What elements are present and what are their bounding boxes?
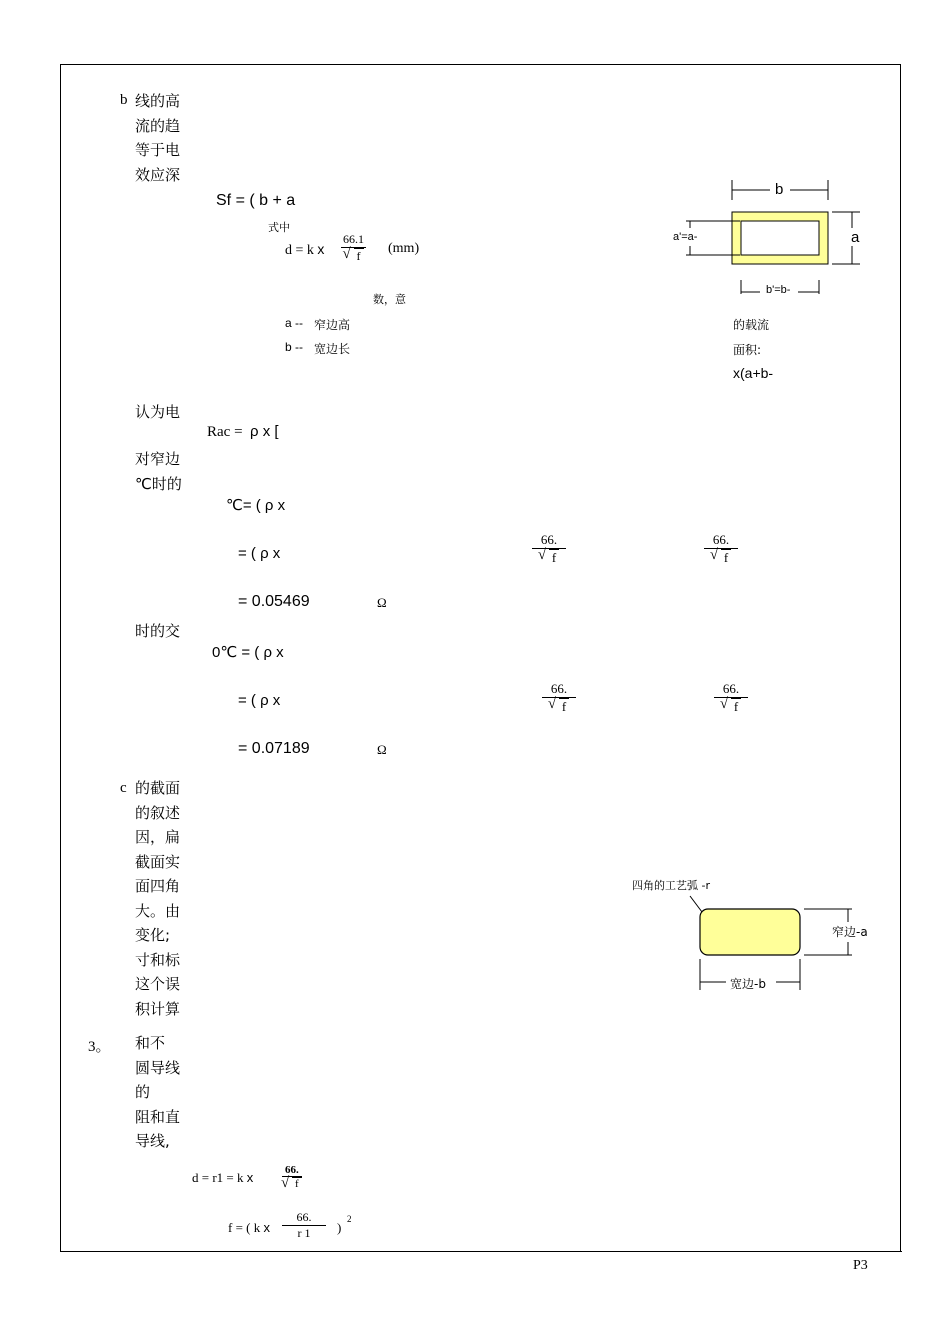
text-line: ℃时的: [135, 474, 182, 493]
rac-frac-2: 66. √ f: [704, 532, 738, 566]
sf-formula: Sf = ( b + a: [216, 192, 296, 209]
d-formula-fraction: 66.1 √ f: [341, 232, 366, 264]
f-formula: f = ( k x: [228, 1220, 270, 1235]
section-c-marker: c: [120, 780, 127, 796]
bottom-rule: [60, 1251, 902, 1252]
text-line: 导线,: [135, 1132, 170, 1150]
rac-formula: Rac = ρ x [: [207, 423, 279, 440]
rac-frac-3: 66. √ f: [542, 681, 576, 715]
corner-radius-label: 四角的工艺弧 -r: [632, 879, 710, 892]
text-line: 圆导线: [135, 1058, 181, 1077]
text-line: 寸和标: [135, 950, 181, 969]
note-text: 数，意: [373, 293, 406, 306]
text-line: 阻和直: [135, 1107, 181, 1126]
rac-text: [135, 447, 182, 496]
ohm-unit-2: Ω: [377, 742, 387, 757]
paren-close: ): [337, 1220, 342, 1235]
rac-row2: = ( ρ x: [238, 545, 281, 562]
rac-result-1: = 0.05469: [238, 593, 310, 610]
right-line-1: 的载流: [733, 318, 770, 332]
text-line: 这个误: [135, 975, 181, 993]
f-fraction: $\frac{66.}{r 1}$: [282, 1210, 326, 1241]
text-line: 的: [135, 1083, 151, 1101]
text-line: 因，扁: [135, 828, 181, 846]
d-r1-formula: d = r1 = k x: [192, 1170, 254, 1185]
rac-label-ac: 时的交: [135, 622, 181, 640]
section-3-text: [135, 1031, 180, 1154]
ohm-unit-1: Ω: [377, 595, 387, 610]
text-line: 等于电: [135, 141, 181, 159]
dim-b-prime-label: b'=b-: [766, 284, 791, 296]
text-line: 截面实: [135, 852, 181, 871]
dim-a-label: a: [851, 229, 860, 246]
a-def-label: a --: [285, 316, 303, 330]
wide-side-label: 宽边-b: [730, 977, 766, 991]
exponent: 2: [347, 1214, 352, 1224]
rac-frac-1: 66. √ f: [532, 532, 566, 566]
rac-row4: = ( ρ x: [238, 692, 281, 709]
rectangular-conductor-diagram: [672, 176, 872, 300]
rac-row1: ℃= ( ρ x: [226, 497, 286, 514]
text-line: 面四角: [135, 877, 181, 895]
where-label: 式中: [268, 221, 290, 234]
rac-result-2: = 0.07189: [238, 740, 310, 757]
section-c-text: [135, 776, 180, 1021]
text-line: 效应深: [135, 165, 181, 184]
section-3-number: 3。: [88, 1039, 111, 1055]
dim-b-label: b: [775, 181, 784, 198]
text-line: 大。由: [135, 901, 181, 920]
text-line: 的截面: [135, 779, 181, 797]
b-def-label: b --: [285, 340, 303, 354]
rounded-conductor-diagram: [680, 892, 860, 994]
rac-frac-4: 66. √ f: [714, 681, 748, 715]
rac-left-label: 认为电: [135, 403, 181, 421]
text-line: 流的趋: [135, 116, 181, 135]
right-formula: x(a+b-: [733, 365, 774, 381]
text-line: 变化;: [135, 926, 171, 944]
dim-a-prime-label: a'=a-: [673, 231, 698, 243]
page-number: P3: [853, 1258, 868, 1273]
unit-mm: (mm): [388, 241, 420, 256]
text-line: 积计算: [135, 999, 181, 1018]
rac-row3: 0℃ = ( ρ x: [212, 644, 284, 661]
b-def-text: 宽边长: [314, 342, 351, 356]
narrow-side-label: 窄边-a: [832, 925, 868, 939]
text-line: 对窄边: [135, 450, 181, 468]
a-def-text: 窄边高: [314, 318, 351, 332]
text-line: 线的高: [135, 92, 181, 110]
right-line-2: 面积:: [733, 343, 762, 357]
section-b-text: [135, 89, 180, 187]
d-r1-fraction: 66. √ f: [282, 1164, 302, 1190]
text-line: 的叙述: [135, 803, 181, 822]
section-b-marker: b: [120, 92, 128, 108]
d-formula-lhs: d = k x: [285, 241, 325, 258]
text-line: 和不: [135, 1034, 166, 1052]
